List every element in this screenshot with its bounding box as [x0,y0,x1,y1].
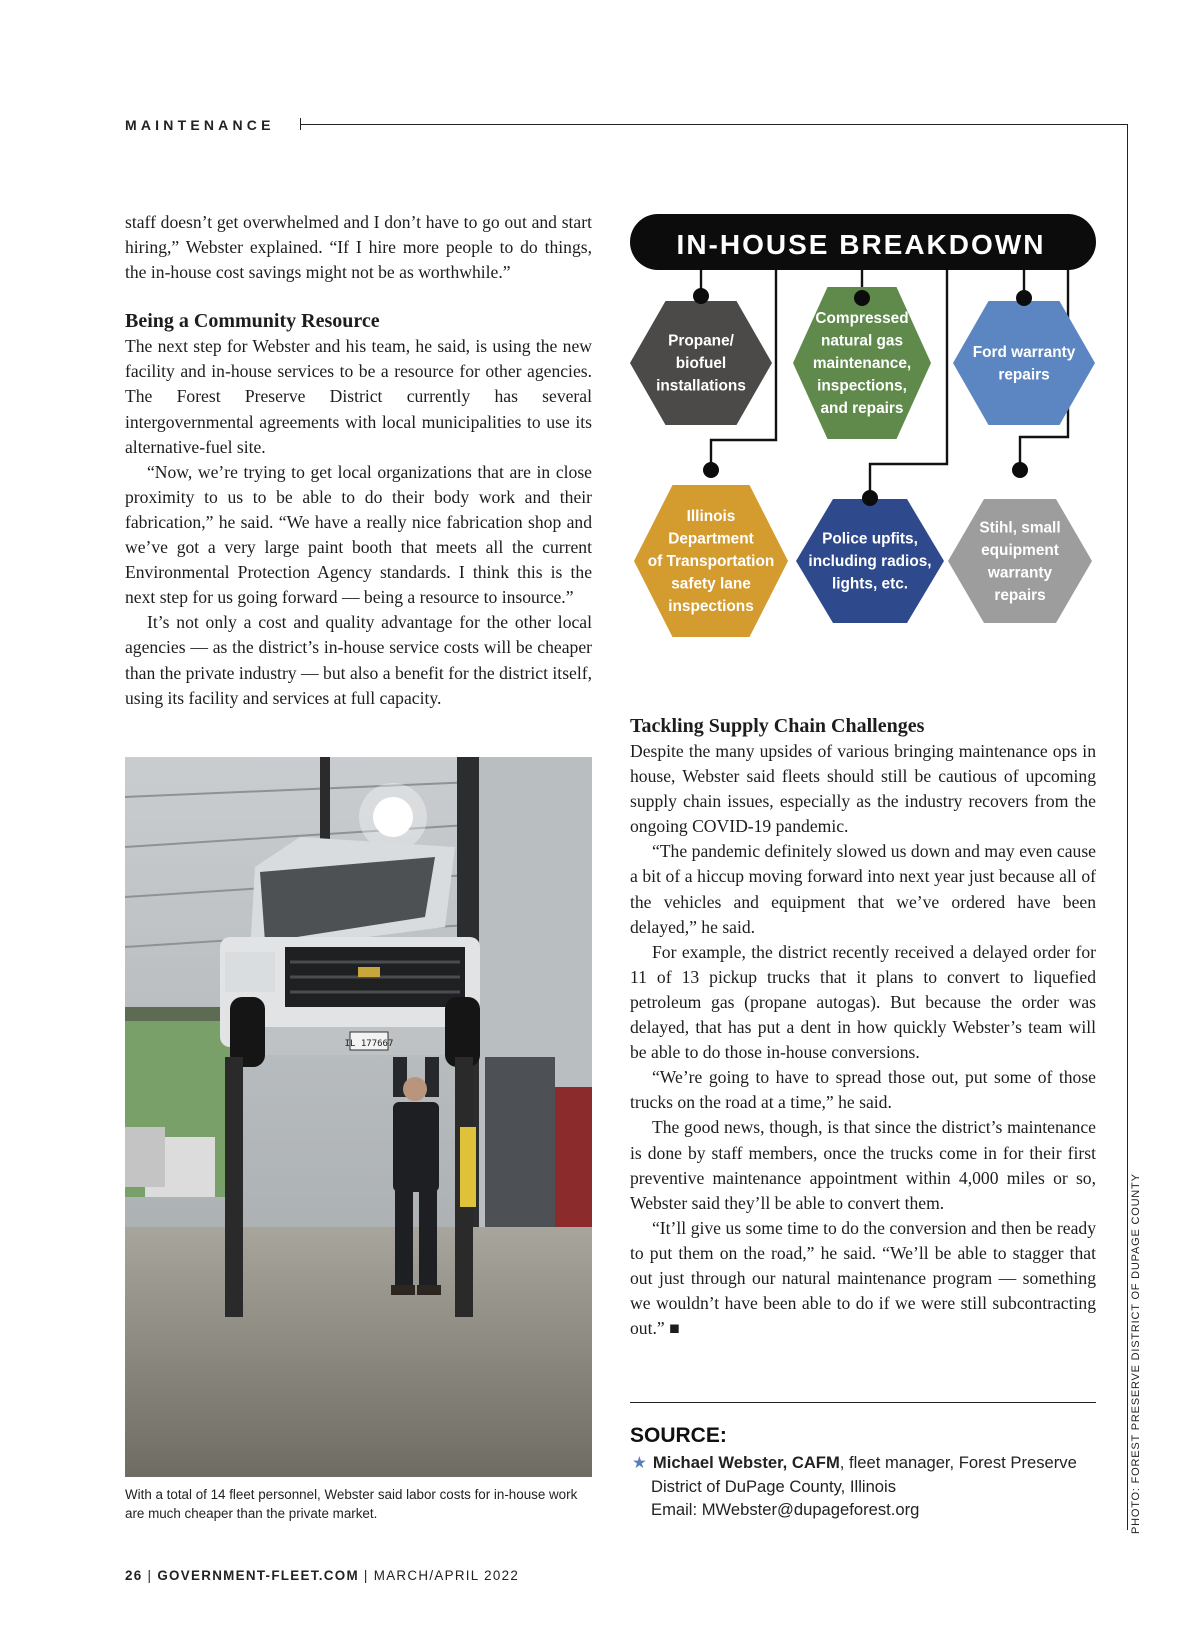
hex-label-line: maintenance, [812,355,912,372]
intro-paragraph: staff doesn’t get overwhelmed and I don’t have to go out and start hiring,” Webster explained. “If I hire more people to do things, the in-house cost savings might not be as worthwhile.” [125,212,592,283]
body-paragraph: “We’re going to have to spread those out, put some of those trucks on the road at a time,” he said. [630,1067,1096,1113]
connector-dot [1016,290,1032,306]
in-house-breakdown-diagram [628,212,1098,642]
footer-separator: | [358,1568,374,1583]
garage-photo [125,757,592,1477]
end-mark: ■ [669,1318,680,1339]
hex-police [796,490,944,623]
hex-label-line: including radios, [808,553,932,570]
body-paragraph: Despite the many upsides of various bringing maintenance ops in house, Webster said fleets should still be cautious of upcoming supply chain issues, especially as the industry recovers from the ongoing COVID-19 pandemic. [630,741,1096,837]
community-resource-heading: Being a Community Resource [125,310,380,333]
hex-cng [793,287,931,439]
body-paragraph: “The pandemic definitely slowed us down and may even cause a bit of a hiccup moving forward into next year just because all of the vehicles and equipment that we’ve ordered have been delayed,” he said. [630,841,1096,937]
hex-label-line: inspections, [817,377,907,395]
footer-site: GOVERNMENT-FLEET.COM [157,1568,359,1583]
hex-label-line: biofuel [675,355,727,372]
hex-label-line: inspections [668,598,754,615]
source-org: District of DuPage County, Illinois [651,1476,897,1496]
page-rule-vertical [1127,124,1128,1530]
hex-label-line: natural gas [820,332,904,350]
source-box [632,1451,1102,1522]
hex-label-line: Compressed [815,310,909,327]
hex-idot [634,462,788,637]
photo-caption: With a total of 14 fleet personnel, Webster said labor costs for in-house work are much cheaper than the private market. [125,1487,578,1521]
connector-dot [862,490,878,506]
footer-separator: | [142,1568,158,1583]
header-rule [300,124,1128,125]
connector-dot [854,290,870,306]
supply-chain-heading: Tackling Supply Chain Challenges [630,715,925,737]
hex-label-line: Stihl, small [979,519,1061,537]
photo-credit: PHOTO: FOREST PRESERVE DISTRICT OF DUPAGE COUNTY [1130,1173,1142,1534]
page-number: 26 [125,1568,143,1583]
connector-dot [1012,462,1028,478]
hex-label-line: Ford warranty [972,343,1076,361]
body-paragraph [630,1216,1096,1341]
source-email: Email: MWebster@dupageforest.org [651,1500,920,1519]
hex-stihl [948,462,1092,623]
hex-label-line: installations [656,377,746,395]
body-paragraph: “Now, we’re trying to get local organizations that are in close proximity to us to be able to do their body work and their fabrication,” he said. “We have a really nice fabrication shop and we’ve got a very large paint booth that meets all the current Environmental Protection Agency standards. I think this is the next step for us going forward — being a resource to insource.” [125,461,592,608]
license-plate: IL 177667 [344,1039,394,1049]
hex-label-line: warranty [987,564,1053,582]
body-paragraph: For example, the district recently received a delayed order for 11 of 13 pickup trucks that it plans to convert to liquefied petroleum gas (propane autogas). But because the order was delayed, that has put a dent in how quickly Webster’s team will be able to do those in-house conversions. [630,941,1096,1063]
hex-label-line: Illinois [686,508,736,525]
breakdown-title: IN-HOUSE BREAKDOWN [676,229,1046,260]
hex-label-line: Propane/ [668,332,734,350]
connector-dot [703,462,719,478]
connector-dot [693,288,709,304]
source-rule [630,1402,1096,1403]
source-role: , fleet manager, Forest Preserve [839,1453,1077,1472]
hex-label-line: Police upfits, [822,530,918,548]
source-name: Michael Webster, CAFM [652,1453,840,1472]
footer-issue: MARCH/APRIL 2022 [373,1568,520,1583]
hex-label-line: and repairs [820,400,904,417]
body-paragraph: The next step for Webster and his team, he said, is using the new facility and in-house services to be a resource for other agencies. The Forest Preserve District currently has several intergovernmental agreements with local municipalities to use its alternative-fuel site. [125,336,592,457]
hex-label-line: of Transportation [647,553,775,570]
body-paragraph: The good news, though, is that since the district’s maintenance is done by staff members, once the trucks come in for their first preventive maintenance appointment within 4,000 miles or so, Webster said they’ll be able to convert them. [630,1117,1096,1213]
hex-ford [953,290,1095,425]
final-quote: “It’ll give us some time to do the conversion and then be ready to put them on the road,” he said. “We’ll be able to stagger that out just through our natural maintenance program — something we wouldn’t have been able to do if we were still subcontracting out.” [630,1217,1096,1339]
hex-label-line: repairs [994,586,1046,604]
hex-propane [630,288,772,425]
hex-label-line: equipment [981,541,1059,559]
right-column [630,713,1096,1341]
left-column [125,210,592,711]
page-footer [125,1568,519,1583]
star-icon: ★ [632,1453,647,1472]
section-label: MAINTENANCE [125,117,275,133]
body-paragraph: It’s not only a cost and quality advantage for the other local agencies — as the district’s in-house service costs will be cheaper than the private industry — but also a benefit for the district itself, using its facility and services at full capacity. [125,612,592,708]
hex-label-line: safety lane [671,575,751,593]
source-title: SOURCE: [630,1424,727,1447]
hex-label-line: Department [668,530,754,548]
truck [220,837,480,1067]
hex-label-line: lights, etc. [831,575,909,593]
hex-label-line: repairs [998,366,1050,384]
